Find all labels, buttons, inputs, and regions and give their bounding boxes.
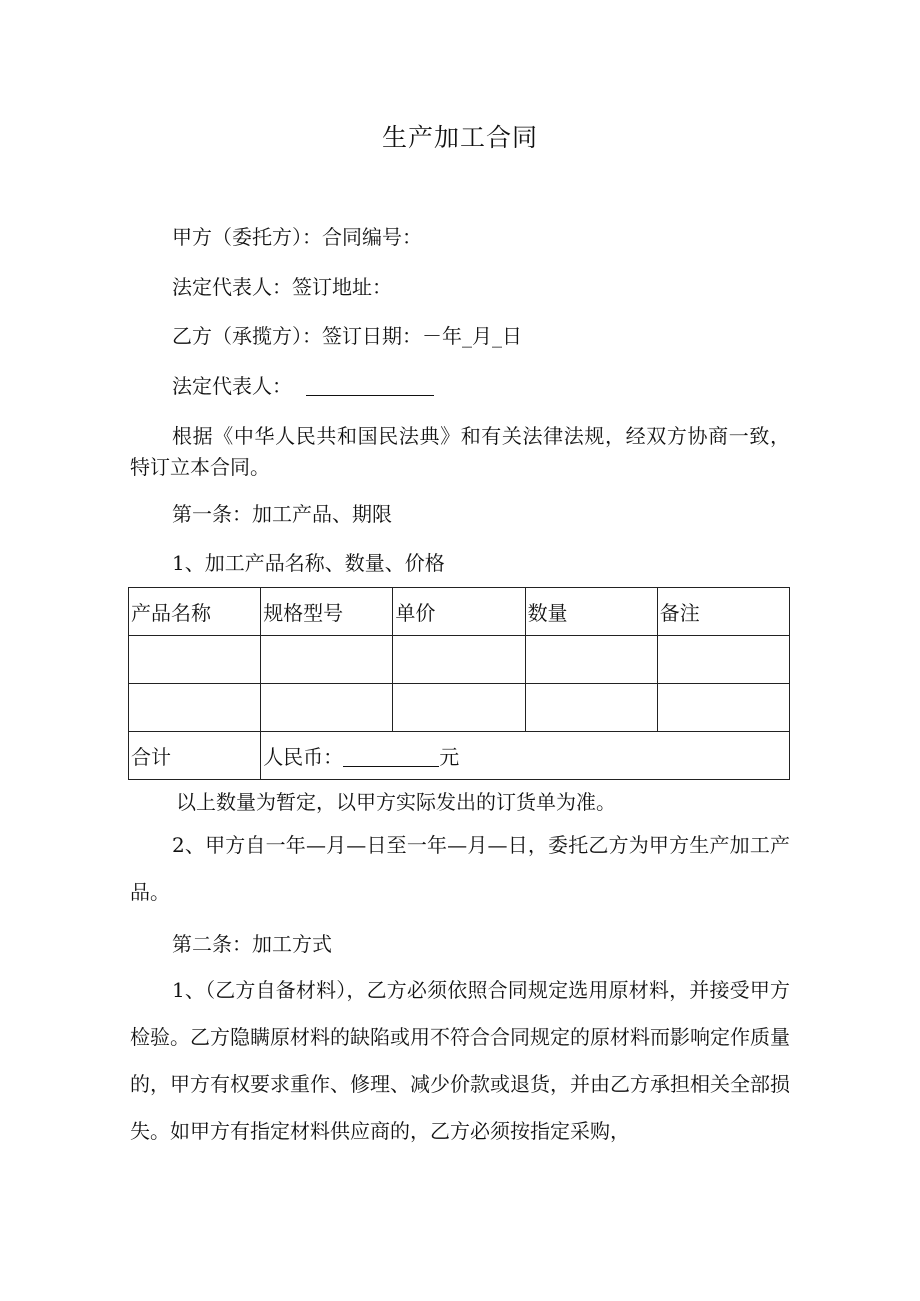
- table-cell: [525, 636, 657, 684]
- party-b-representative-label: 法定代表人：: [172, 374, 292, 398]
- total-prefix: 人民币：: [263, 745, 344, 769]
- table-cell: [657, 636, 789, 684]
- table-cell: [261, 684, 393, 732]
- article-1-heading: 第一条：加工产品、期限: [172, 502, 392, 526]
- party-a-line: 甲方（委托方）：合同编号：: [172, 225, 422, 249]
- quantity-note: 以上数量为暂定，以甲方实际发出的订货单为准。: [176, 790, 616, 814]
- article-2-heading: 第二条：加工方式: [172, 932, 332, 956]
- total-unit: 元: [439, 745, 460, 769]
- product-table: [128, 587, 790, 780]
- preamble-paragraph: 根据《中华人民共和国民法典》和有关法律法规，经双方协商一致，特订立本合同。: [130, 424, 790, 479]
- party-a-representative-line: 法定代表人：签订地址：: [172, 275, 392, 299]
- table-header-cell: 数量: [525, 588, 657, 636]
- total-label-cell: 合计: [129, 732, 261, 780]
- table-header-cell: 产品名称: [129, 588, 261, 636]
- total-amount-blank: [343, 746, 439, 767]
- table-header-cell: 单价: [393, 588, 525, 636]
- party-b-representative-line: [172, 372, 434, 400]
- table-cell: [129, 636, 261, 684]
- article-1-item-1: 1、加工产品名称、数量、价格: [172, 551, 445, 575]
- document-title: 生产加工合同: [381, 123, 538, 152]
- table-cell: [129, 684, 261, 732]
- party-b-line: 乙方（承揽方）：签订日期：－年_月_日: [172, 324, 522, 348]
- table-cell: [657, 684, 789, 732]
- table-header-row: [129, 588, 790, 636]
- representative-blank: [306, 375, 434, 396]
- total-amount-cell: [261, 732, 790, 780]
- article-2-item-1: 1、（乙方自备材料），乙方必须依照合同规定选用原材料，并接受甲方检验。乙方隐瞒原材料的缺陷或用不符合合同规定的原材料而影响定作质量的，甲方有权要求重作、修理、减少价款或退货，并由乙方承担相关全部损失。如甲方有指定材料供应商的，乙方必须按指定采购，: [130, 978, 790, 1143]
- table-header-cell: 规格型号: [261, 588, 393, 636]
- table-header-cell: 备注: [657, 588, 789, 636]
- table-row: [129, 684, 790, 732]
- table-cell: [393, 684, 525, 732]
- article-1-item-2: 2、甲方自一年—月—日至一年—月—日，委托乙方为甲方生产加工产品。: [130, 833, 790, 904]
- table-row: [129, 636, 790, 684]
- table-cell: [261, 636, 393, 684]
- table-total-row: [129, 732, 790, 780]
- table-cell: [393, 636, 525, 684]
- table-cell: [525, 684, 657, 732]
